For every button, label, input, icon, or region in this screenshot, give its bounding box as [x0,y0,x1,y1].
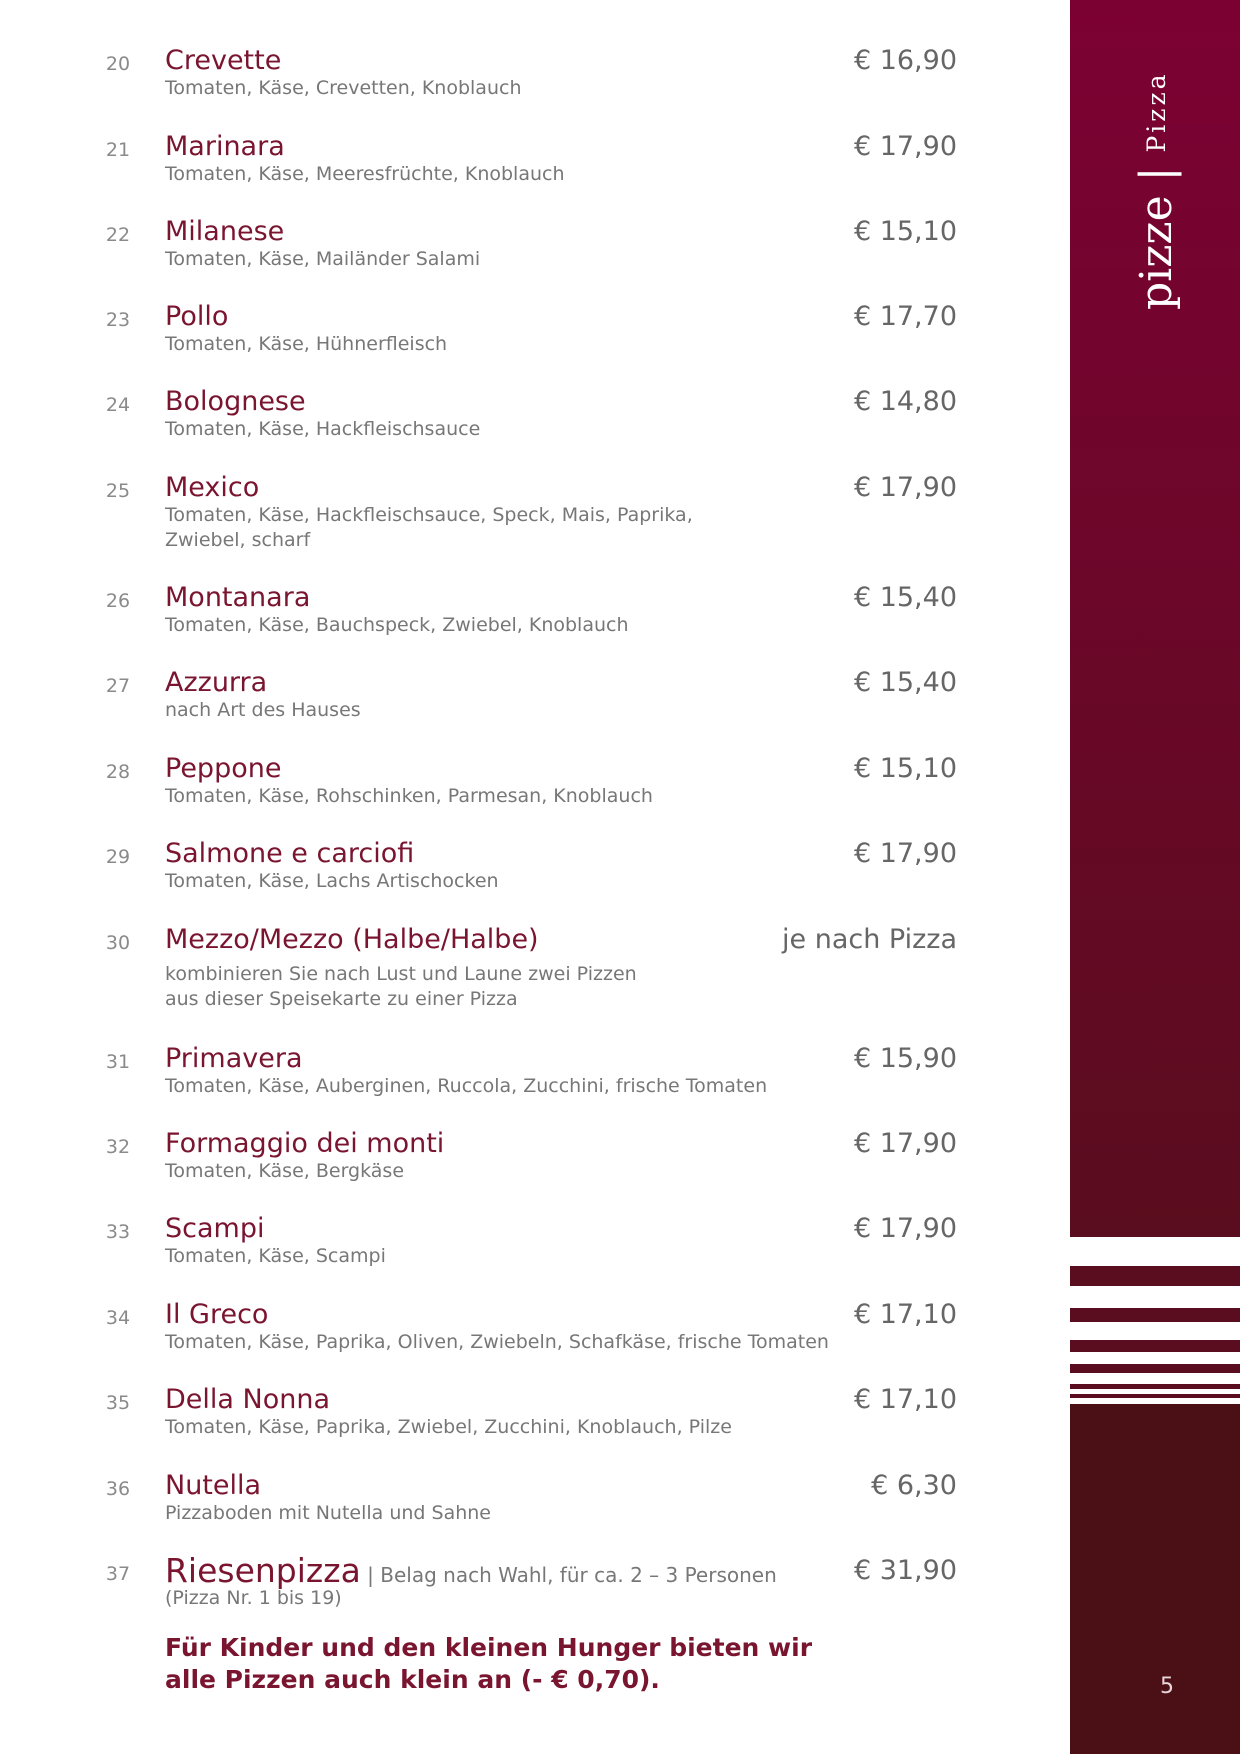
item-name: Della Nonna [165,1384,331,1415]
item-price: € 15,90 [853,1043,957,1074]
item-price: € 15,40 [853,582,957,613]
item-price: € 17,90 [853,1128,957,1159]
item-description: (Pizza Nr. 1 bis 19) [165,1587,342,1609]
item-name: Crevette [165,45,282,76]
item-description: Tomaten, Käse, Auberginen, Ruccola, Zucchini, frische Tomaten [165,1075,768,1097]
item-number: 33 [105,1221,131,1243]
item-number: 25 [105,480,131,502]
item-price: € 15,10 [853,216,957,247]
item-price: € 31,90 [853,1555,957,1586]
item-description: Tomaten, Käse, Hackfleischsauce, Speck, Mais, Paprika, Zwiebel, scharf [165,504,693,551]
item-number: 35 [105,1392,131,1414]
item-number: 23 [105,309,131,331]
item-name: Nutella [165,1470,262,1501]
item-description: Tomaten, Käse, Mailänder Salami [165,248,481,270]
item-price: € 16,90 [853,45,957,76]
item-description: Tomaten, Käse, Paprika, Oliven, Zwiebeln, Schafkäse, frische Tomaten [165,1331,829,1353]
item-number: 36 [105,1478,131,1500]
item-description: Tomaten, Käse, Bergkäse [165,1160,405,1182]
item-price: € 17,90 [853,131,957,162]
item-number: 32 [105,1136,131,1158]
item-number: 37 [105,1563,131,1585]
item-name: Salmone e carciofi [165,838,415,869]
item-price: € 14,80 [853,386,957,417]
item-description: Tomaten, Käse, Scampi [165,1245,386,1267]
item-description: Tomaten, Käse, Lachs Artischocken [165,870,499,892]
item-description: Tomaten, Käse, Meeresfrüchte, Knoblauch [165,163,565,185]
item-price: € 15,40 [853,667,957,698]
item-description: kombinieren Sie nach Lust und Laune zwei Pizzen aus dieser Speisekarte zu einer Pizza [165,963,637,1010]
item-description: Tomaten, Käse, Crevetten, Knoblauch [165,77,522,99]
item-description: Tomaten, Käse, Hackfleischsauce [165,418,481,440]
item-description: Tomaten, Käse, Rohschinken, Parmesan, Knoblauch [165,785,653,807]
item-price: € 17,70 [853,301,957,332]
item-number: 31 [105,1051,131,1073]
item-name: Riesenpizza | Belag nach Wahl, für ca. 2 – 3 Personen [165,1551,777,1590]
item-description: nach Art des Hauses [165,699,361,721]
item-name: Azzurra [165,667,268,698]
item-price: € 17,10 [853,1384,957,1415]
item-name: Mexico [165,472,260,503]
item-name: Primavera [165,1043,303,1074]
item-name: Il Greco [165,1299,269,1330]
item-number: 22 [105,224,131,246]
item-name: Marinara [165,131,285,162]
item-number: 28 [105,761,131,783]
item-name: Peppone [165,753,282,784]
item-name: Bolognese [165,386,306,417]
item-name-suffix: | Belag nach Wahl, für ca. 2 – 3 Personen [360,1563,777,1587]
item-number: 27 [105,675,131,697]
page-number: 5 [1160,1674,1174,1699]
item-number: 24 [105,394,131,416]
kids-note: Für Kinder und den kleinen Hunger bieten wir alle Pizzen auch klein an (- € 0,70). [165,1633,813,1694]
item-name: Scampi [165,1213,265,1244]
item-name: Mezzo/Mezzo (Halbe/Halbe) [165,924,539,955]
item-price: € 6,30 [871,1470,957,1501]
item-price: € 17,90 [853,838,957,869]
item-price: € 17,90 [853,472,957,503]
item-price: € 15,10 [853,753,957,784]
item-number: 30 [105,932,131,954]
item-description: Tomaten, Käse, Bauchspeck, Zwiebel, Knoblauch [165,614,629,636]
item-description: Pizzaboden mit Nutella und Sahne [165,1502,491,1524]
item-number: 21 [105,139,131,161]
item-description: Tomaten, Käse, Paprika, Zwiebel, Zucchini, Knoblauch, Pilze [165,1416,732,1438]
item-name: Milanese [165,216,285,247]
item-name: Pollo [165,301,229,332]
item-price: € 17,90 [853,1213,957,1244]
item-number: 26 [105,590,131,612]
item-number: 29 [105,846,131,868]
item-price: € 17,10 [853,1299,957,1330]
item-name: Montanara [165,582,311,613]
item-price: je nach Pizza [782,924,957,955]
item-number: 20 [105,53,131,75]
item-description: Tomaten, Käse, Hühnerfleisch [165,333,448,355]
item-name: Formaggio dei monti [165,1128,445,1159]
item-number: 34 [105,1307,131,1329]
section-title: pizze | Pizza [1130,71,1182,310]
